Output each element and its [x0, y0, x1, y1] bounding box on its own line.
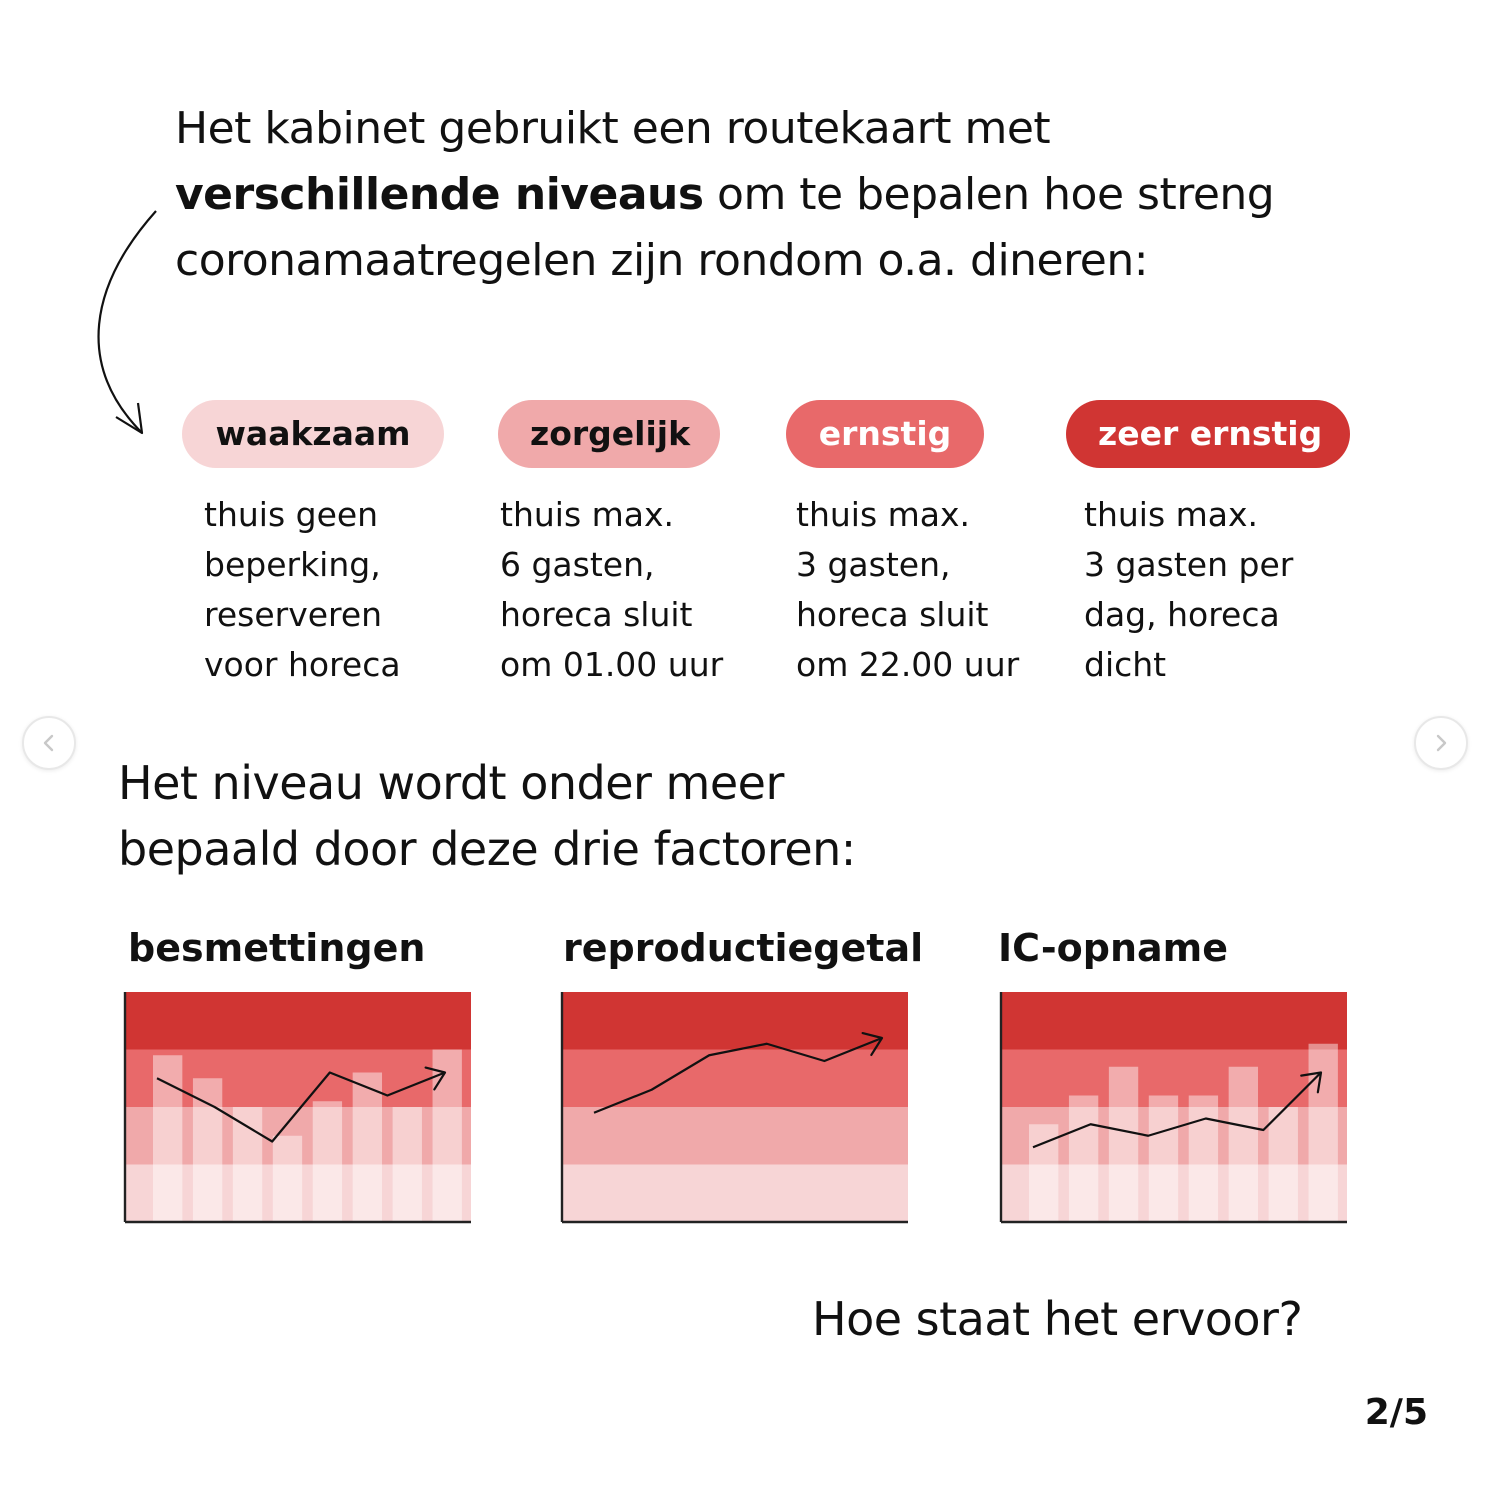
chart-bar: [1189, 1096, 1218, 1223]
closing-question: Hoe staat het ervoor?: [812, 1292, 1303, 1346]
level-zeer-ernstig: [1066, 400, 1350, 684]
chart-bar: [1109, 1067, 1138, 1222]
band-zeer ernstig: [125, 992, 471, 1050]
chart-reproductiegetal: [560, 990, 910, 1226]
band-zorgelijk: [562, 1107, 908, 1165]
chart-bar: [1309, 1044, 1338, 1222]
factor-label-reproductiegetal: reproductiegetal: [563, 926, 924, 970]
level-ernstig: [786, 400, 1020, 684]
chart-bar: [1269, 1107, 1298, 1222]
intro-line-1: Het kabinet gebruikt een routekaart met: [175, 103, 1051, 154]
intro-line-2-rest: om te bepalen hoe streng: [703, 169, 1275, 220]
chart-bar: [393, 1107, 422, 1222]
level-description: thuis max. 3 gasten per dag, horeca dicht: [1084, 495, 1294, 684]
chart-bar: [1149, 1096, 1178, 1223]
chart-besmettingen: [123, 990, 473, 1226]
band-ernstig: [562, 1050, 908, 1108]
carousel-prev-button[interactable]: [22, 716, 76, 770]
curved-arrow-icon: [80, 205, 170, 445]
chart-bar: [233, 1107, 262, 1222]
chart-bar: [153, 1055, 182, 1222]
factors-heading: Het niveau wordt onder meer bepaald door deze drie factoren:: [118, 756, 856, 876]
chart-bar: [273, 1136, 302, 1222]
carousel-next-button[interactable]: [1414, 716, 1468, 770]
intro-line-2-bold: verschillende niveaus: [175, 169, 704, 220]
chart-bar: [353, 1073, 382, 1223]
chart-bar: [1069, 1096, 1098, 1223]
chevron-left-icon: [39, 733, 59, 753]
level-pill: zeer ernstig: [1066, 400, 1350, 468]
level-description: thuis max. 6 gasten, horeca sluit om 01.00 uur: [500, 495, 724, 684]
level-pill: zorgelijk: [498, 400, 720, 468]
band-waakzaam: [562, 1165, 908, 1223]
band-zeer ernstig: [1001, 992, 1347, 1050]
chart-bar: [193, 1078, 222, 1222]
band-zeer ernstig: [562, 992, 908, 1050]
intro-line-3: coronamaatregelen zijn rondom o.a. dineren:: [175, 235, 1149, 286]
level-pill: ernstig: [786, 400, 984, 468]
level-description: thuis max. 3 gasten, horeca sluit om 22.00 uur: [796, 495, 1020, 684]
intro-text: [175, 96, 1375, 294]
level-pill: waakzaam: [182, 400, 444, 468]
chart-ic-opname: [999, 990, 1349, 1226]
page-indicator: 2/5: [1364, 1392, 1428, 1433]
level-waakzaam: [182, 400, 444, 684]
chart-bar: [313, 1101, 342, 1222]
level-description: thuis geen beperking, reserveren voor horeca: [204, 495, 401, 684]
chevron-right-icon: [1431, 733, 1451, 753]
factor-label-ic-opname: IC-opname: [998, 926, 1229, 970]
factor-label-besmettingen: besmettingen: [128, 926, 426, 970]
level-zorgelijk: [498, 400, 724, 684]
chart-bar: [1229, 1067, 1258, 1222]
